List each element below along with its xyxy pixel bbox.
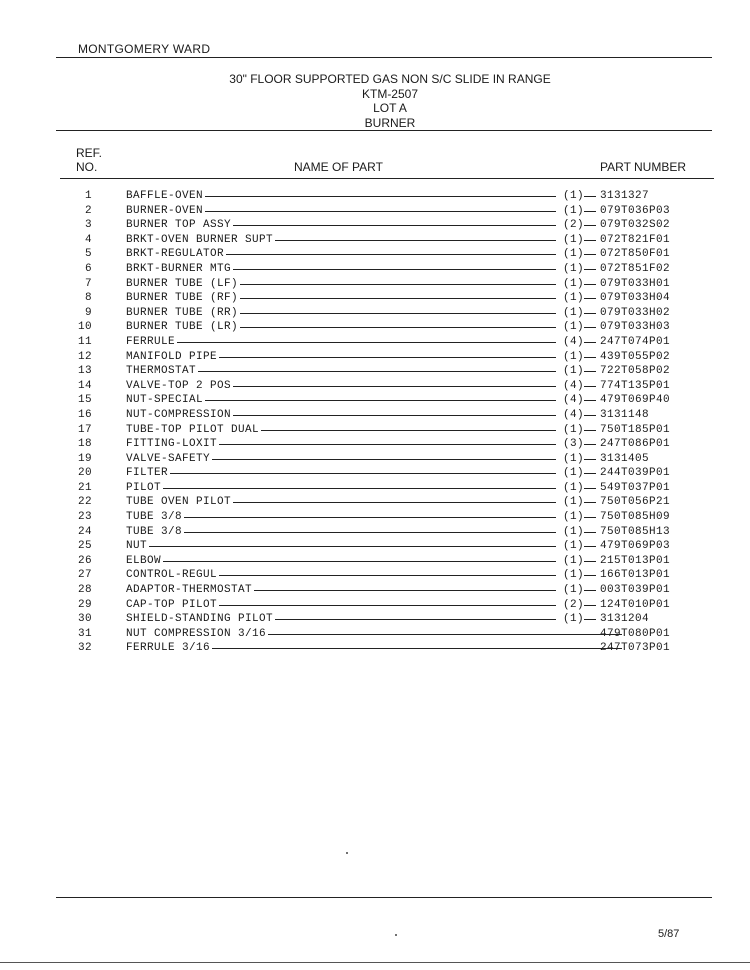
- quantity: (1): [556, 466, 584, 481]
- table-row: [60, 583, 700, 598]
- ref-number: 6: [84, 262, 92, 275]
- quantity: (3): [556, 437, 584, 452]
- part-number: 215T013P01: [600, 554, 671, 567]
- table-row: [60, 379, 700, 394]
- ref-number: 23: [77, 511, 92, 524]
- part-number: 079T033H02: [600, 306, 671, 319]
- part-number: 3131405: [600, 452, 650, 465]
- parts-list: [60, 189, 700, 656]
- part-number: 3131204: [600, 613, 650, 626]
- column-header-rule: [60, 178, 714, 179]
- ref-number: 1: [84, 190, 92, 202]
- quantity: (1): [556, 320, 584, 335]
- part-number: 079T036P03: [600, 204, 671, 217]
- part-number: 479T069P03: [600, 540, 671, 553]
- ref-number: 29: [77, 598, 92, 611]
- leader-line: [130, 532, 596, 533]
- part-number: 750T185P01: [600, 423, 671, 436]
- quantity: (1): [556, 291, 584, 306]
- quantity: (1): [556, 525, 584, 540]
- quantity: (1): [556, 539, 584, 554]
- table-row: [60, 335, 700, 350]
- ref-number: 25: [77, 540, 92, 553]
- ref-number: 27: [77, 569, 92, 582]
- ref-number: 30: [77, 613, 92, 626]
- table-row: [60, 320, 700, 335]
- table-row: [60, 481, 700, 496]
- part-name: BRKT-REGULATOR: [126, 248, 225, 261]
- leader-line: [130, 546, 596, 547]
- quantity: (1): [556, 481, 584, 496]
- part-name: TUBE 3/8: [126, 511, 183, 524]
- table-row: [60, 598, 700, 613]
- title-rule: [56, 130, 712, 131]
- ref-number: 32: [77, 642, 92, 655]
- leader-line: [130, 488, 596, 489]
- part-number: 479T080P01: [600, 627, 671, 640]
- quantity: (1): [556, 247, 584, 262]
- quantity: (1): [556, 423, 584, 438]
- part-name: TUBE 3/8: [126, 525, 183, 538]
- leader-line: [130, 371, 596, 372]
- table-row: [60, 408, 700, 423]
- ref-no-header: REF. NO.: [76, 146, 103, 174]
- quantity: (1): [556, 554, 584, 569]
- quantity: (1): [556, 233, 584, 248]
- part-name: FILTER: [126, 467, 169, 480]
- ref-number: 24: [77, 525, 92, 538]
- ref-number: 31: [77, 627, 92, 640]
- quantity: (1): [556, 583, 584, 598]
- part-number: 079T033H04: [600, 292, 671, 305]
- part-name: BURNER TOP ASSY: [126, 219, 232, 232]
- ref-number: 2: [84, 204, 92, 217]
- section-label: BURNER: [364, 115, 416, 130]
- table-row: [60, 306, 700, 321]
- ref-number: 13: [77, 365, 92, 378]
- part-name: VALVE-TOP 2 POS: [126, 379, 232, 392]
- part-number: 072T821F01: [600, 233, 671, 246]
- part-number: 079T033H03: [600, 321, 671, 334]
- part-number: 247T073P01: [600, 642, 671, 655]
- part-name: BURNER TUBE (RF): [126, 292, 239, 305]
- part-number: 3131148: [600, 408, 650, 421]
- part-number: 549T037P01: [600, 481, 671, 494]
- quantity: (4): [556, 408, 584, 423]
- part-number: 244T039P01: [600, 467, 671, 480]
- title-block: [150, 72, 630, 130]
- ref-number: 10: [77, 321, 92, 334]
- ref-number: 21: [77, 481, 92, 494]
- table-row: [60, 437, 700, 452]
- table-row: [60, 204, 700, 219]
- table-row: [60, 641, 700, 656]
- ref-number: 19: [77, 452, 92, 465]
- part-number: 439T055P02: [600, 350, 671, 363]
- name-of-part-header: NAME OF PART: [294, 160, 383, 174]
- ref-number: 18: [77, 438, 92, 451]
- part-name: BRKT-BURNER MTG: [126, 262, 232, 275]
- part-name: ELBOW: [126, 554, 162, 567]
- ref-number: 4: [84, 233, 92, 246]
- part-name: BAFFLE-OVEN: [126, 190, 204, 202]
- part-name: BURNER TUBE (LF): [126, 277, 239, 290]
- part-name: BURNER TUBE (RR): [126, 306, 239, 319]
- ref-number: 11: [77, 335, 92, 348]
- ref-number: 7: [84, 277, 92, 290]
- ref-number: 17: [77, 423, 92, 436]
- quantity: (2): [556, 598, 584, 613]
- quantity: (4): [556, 393, 584, 408]
- part-name: NUT COMPRESSION 3/16: [126, 627, 267, 640]
- table-row: [60, 627, 700, 642]
- part-name: MANIFOLD PIPE: [126, 350, 218, 363]
- table-row: [60, 525, 700, 540]
- part-number: 774T135P01: [600, 379, 671, 392]
- ref-number: 9: [84, 306, 92, 319]
- part-name: THERMOSTAT: [126, 365, 197, 378]
- table-row: [60, 539, 700, 554]
- table-row: [60, 291, 700, 306]
- table-row: [60, 495, 700, 510]
- part-number: 003T039P01: [600, 584, 671, 597]
- quantity: (1): [556, 189, 584, 204]
- leader-line: [130, 561, 596, 562]
- model-number: KTM-2507: [361, 86, 419, 101]
- table-row: [60, 218, 700, 233]
- scan-speck: [346, 852, 348, 854]
- ref-number: 5: [84, 248, 92, 261]
- ref-number: 8: [84, 292, 92, 305]
- table-row: [60, 277, 700, 292]
- table-row: [60, 262, 700, 277]
- part-number: 750T085H13: [600, 525, 671, 538]
- part-name: FITTING-LOXIT: [126, 438, 218, 451]
- product-title: 30" FLOOR SUPPORTED GAS NON S/C SLIDE IN RANGE: [229, 72, 551, 86]
- table-row: [60, 568, 700, 583]
- table-row: [60, 364, 700, 379]
- quantity: (1): [556, 495, 584, 510]
- table-row: [60, 247, 700, 262]
- scan-speck: [395, 934, 397, 936]
- part-number: 124T010P01: [600, 598, 671, 611]
- part-number: 247T074P01: [600, 335, 671, 348]
- quantity: (1): [556, 510, 584, 525]
- leader-line: [130, 473, 596, 474]
- part-name: CAP-TOP PILOT: [126, 598, 218, 611]
- ref-number: 14: [77, 379, 92, 392]
- part-name: TUBE-TOP PILOT DUAL: [126, 423, 260, 436]
- part-number: 247T086P01: [600, 438, 671, 451]
- ref-number: 3: [84, 219, 92, 232]
- page-edge-rule: [0, 962, 750, 963]
- ref-number: 26: [77, 554, 92, 567]
- quantity: (1): [556, 350, 584, 365]
- company-name: MONTGOMERY WARD: [78, 42, 211, 56]
- part-name: BRKT-OVEN BURNER SUPT: [126, 233, 274, 246]
- table-row: [60, 393, 700, 408]
- ref-number: 22: [77, 496, 92, 509]
- part-name: NUT-SPECIAL: [126, 394, 204, 407]
- part-number: 072T850F01: [600, 248, 671, 261]
- quantity: (2): [556, 218, 584, 233]
- part-number: 079T032S02: [600, 219, 671, 232]
- quantity: (4): [556, 379, 584, 394]
- part-name: PILOT: [126, 481, 162, 494]
- footer-rule: [56, 897, 712, 898]
- quantity: (4): [556, 335, 584, 350]
- leader-line: [130, 342, 596, 343]
- part-number: 079T033H01: [600, 277, 671, 290]
- table-row: [60, 350, 700, 365]
- lot-label: LOT A: [373, 101, 407, 115]
- table-row: [60, 423, 700, 438]
- table-row: [60, 233, 700, 248]
- revision-date: 5/87: [658, 928, 680, 940]
- part-name: FERRULE 3/16: [126, 642, 211, 655]
- part-number: 3131327: [600, 190, 650, 202]
- part-number-header: PART NUMBER: [600, 160, 687, 174]
- ref-number: 28: [77, 584, 92, 597]
- part-number: 750T056P21: [600, 496, 671, 509]
- part-name: ADAPTOR-THERMOSTAT: [126, 584, 253, 597]
- part-number: 072T851F02: [600, 262, 671, 275]
- quantity: (1): [556, 568, 584, 583]
- part-number: 722T058P02: [600, 365, 671, 378]
- part-name: TUBE OVEN PILOT: [126, 496, 232, 509]
- ref-number: 20: [77, 467, 92, 480]
- part-number: 166T013P01: [600, 569, 671, 582]
- leader-line: [130, 517, 596, 518]
- quantity: (1): [556, 612, 584, 627]
- part-number: 479T069P40: [600, 394, 671, 407]
- quantity: (1): [556, 452, 584, 467]
- quantity: (1): [556, 364, 584, 379]
- ref-number: 15: [77, 394, 92, 407]
- part-number: 750T085H09: [600, 511, 671, 524]
- part-name: NUT-COMPRESSION: [126, 408, 232, 421]
- part-name: BURNER TUBE (LR): [126, 321, 239, 334]
- quantity: (1): [556, 204, 584, 219]
- table-row: [60, 554, 700, 569]
- table-row: [60, 452, 700, 467]
- part-name: CONTROL-REGUL: [126, 569, 218, 582]
- part-name: BURNER-OVEN: [126, 204, 204, 217]
- header-rule: [56, 57, 712, 58]
- table-row: [60, 612, 700, 627]
- quantity: (1): [556, 277, 584, 292]
- ref-number: 12: [77, 350, 92, 363]
- part-name: FERRULE: [126, 335, 176, 348]
- quantity: (1): [556, 306, 584, 321]
- table-row: [60, 466, 700, 481]
- quantity: (1): [556, 262, 584, 277]
- part-name: NUT: [126, 540, 148, 553]
- table-row: [60, 189, 700, 204]
- table-row: [60, 510, 700, 525]
- part-name: VALVE-SAFETY: [126, 452, 211, 465]
- part-name: SHIELD-STANDING PILOT: [126, 613, 274, 626]
- ref-number: 16: [77, 408, 92, 421]
